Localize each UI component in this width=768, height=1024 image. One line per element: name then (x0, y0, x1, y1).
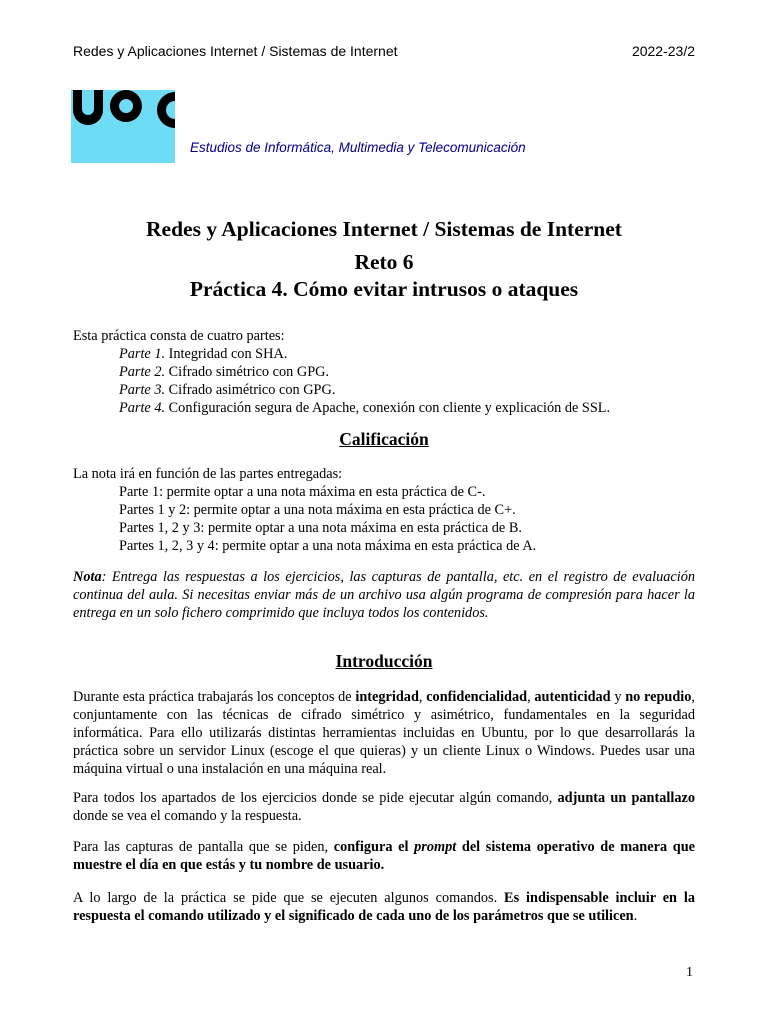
document-subtitle-reto: Reto 6 (354, 250, 414, 274)
list-item: Partes 1, 2 y 3: permite optar a una nota máxima en esta práctica de B. (119, 520, 522, 536)
grading-lead: La nota irá en función de las partes entregadas: (73, 466, 343, 482)
list-item: Parte 1: permite optar a una nota máxima en esta práctica de C-. (119, 484, 486, 500)
intro-paragraph-1: Durante esta práctica trabajarás los conceptos de integridad, confidencialidad, autenticidad y no repudio, conjuntamente con las técnicas de cifrado simétrico y asimétrico, fundamentales en la seguridad informática. Para ello utilizarás distintas herramientas incluidas en Ubuntu, por lo que desarrollarás la práctica sobre un servidor Linux (escoge el que quieras) y un cliente Linux o Windows. Puedes usar una máquina virtual o una instalación en una máquina real. (73, 689, 695, 777)
note-text: : Entrega las respuestas a los ejercicios, las capturas de pantalla, etc. en el registro de evaluación continua del aula. Si necesitas enviar más de un archivo usa algún programa de compresión para hacer la entrega en un solo fichero comprimido que incluya todos los contenidos. (73, 569, 695, 621)
uoc-logo-letters-icon (71, 90, 175, 163)
list-item: Partes 1, 2, 3 y 4: permite optar a una nota máxima en esta práctica de A. (119, 538, 537, 554)
parts-list-lead: Esta práctica consta de cuatro partes: (73, 328, 285, 344)
submission-note (73, 568, 695, 622)
note-label: Nota (73, 569, 102, 585)
intro-paragraph-4: A lo largo de la práctica se pide que se ejecuten algunos comandos. Es indispensable incluir en la respuesta el comando utilizado y el significado de cada uno de los parámetros que se utilicen. (73, 890, 695, 924)
page-number: 1 (686, 965, 693, 980)
section-heading-introduccion: Introducción (335, 651, 433, 671)
list-item: Partes 1 y 2: permite optar a una nota máxima en esta práctica de C+. (119, 502, 516, 518)
intro-paragraph-3: Para las capturas de pantalla que se piden, configura el prompt del sistema operativo de manera que muestre el día en que estás y tu nombre de usuario. (73, 839, 695, 873)
grading-list (73, 465, 695, 555)
document-title: Redes y Aplicaciones Internet / Sistemas de Internet (146, 217, 622, 241)
running-header-title: Redes y Aplicaciones Internet / Sistemas de Internet (73, 43, 398, 59)
logo-tagline: Estudios de Informática, Multimedia y Telecomunicación (190, 140, 526, 155)
list-item: Parte 3. Cifrado asimétrico con GPG. (119, 382, 336, 398)
list-item: Parte 2. Cifrado simétrico con GPG. (119, 364, 330, 380)
uoc-logo (71, 90, 175, 163)
intro-paragraph-2: Para todos los apartados de los ejercicios donde se pide ejecutar algún comando, adjunta un pantallazo donde se vea el comando y la respuesta. (73, 790, 695, 824)
list-item: Parte 1. Integridad con SHA. (119, 346, 288, 362)
parts-list (73, 327, 695, 417)
section-heading-calificacion: Calificación (339, 429, 429, 449)
document-subtitle-practica: Práctica 4. Cómo evitar intrusos o ataques (189, 277, 579, 301)
list-item: Parte 4. Configuración segura de Apache, conexión con cliente y explicación de SSL. (119, 400, 611, 416)
running-header-term: 2022-23/2 (631, 43, 695, 59)
